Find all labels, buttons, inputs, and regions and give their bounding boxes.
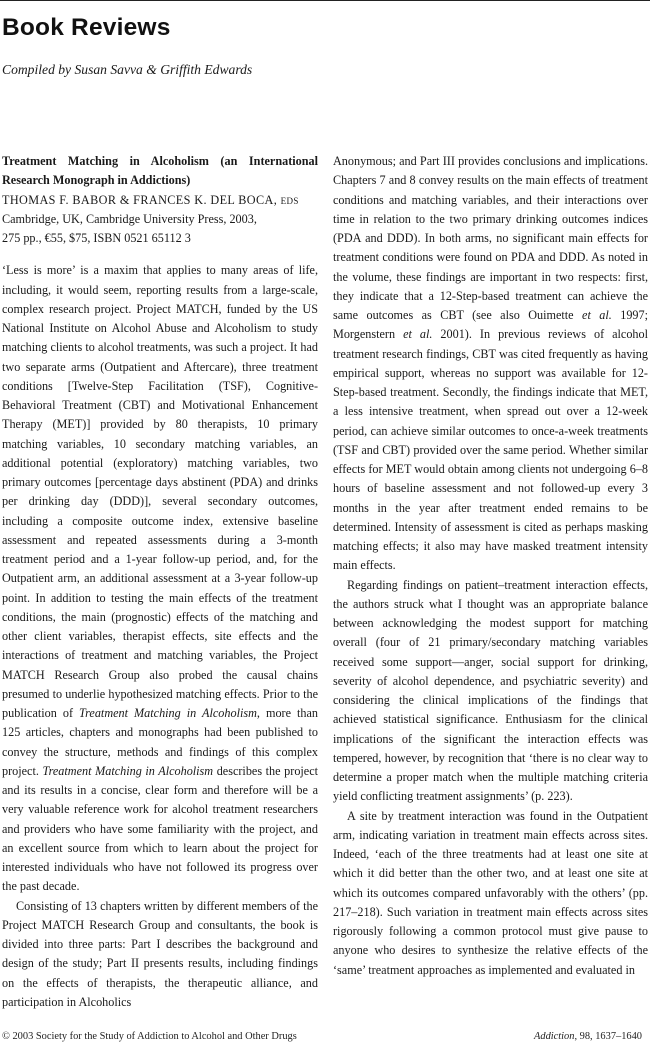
top-rule xyxy=(0,0,650,1)
book-title: Treatment Matching in Alcoholism (an International Research Monograph in Addictions) xyxy=(2,154,318,188)
review-paragraph-2-start: Consisting of 13 chapters written by different members of the Project MATCH Research Group and consultants, the book is divided into three parts: Part I describes the background and design of the study; Part II presents results, including findings on the effects of therapists, the therapeutic alliance, and participation in Alcoholics xyxy=(2,898,318,1009)
p2-text-c: 2001). In previous reviews of alcohol treatment research findings, CBT was cited frequently as having empirical support, whereas no support was available for 12-Step-based treatment. Secondly, the findings indicate that MET, a less intensive treatment, when spread out over a 12-week period, can achieve similar outcomes to once-a-week treatments (TSF and CBT) provided over the same period. Whether similar effects for MET would obtain among clients not undergoing 6–8 hours of baseline assessment and not followed-up every 3 months in the year after treatment ended remains to be determined. Intensity of assessment is cited as perhaps masking matching effects; it also may have masked treatment intensity main effects. xyxy=(333,327,649,573)
p1-text-c: describes the project and its results in a concise, clear form and therefore will be a very valuable reference work for alcohol treatment researchers and providers who have some familiarity with the project, and an excellent source from which to learn about the project for interested individuals who have not followed its progress over the past decade. xyxy=(2,763,319,894)
p1-book-title-italic-2: Treatment Matching in Alcoholism xyxy=(42,763,214,778)
review-paragraph-2-cont xyxy=(333,152,648,576)
review-paragraph-1 xyxy=(2,261,318,896)
p2-text-a: Anonymous; and Part III provides conclusions and implications. Chapters 7 and 8 convey results on the main effects of treatment conditions and matching variables, and their interactions over time in relation to the two primary drinking outcomes indices (PDA and DDD). In both arms, no significant main effects for treatment conditions were found on PDA and DDD. As noted in the volume, these findings are important in two respects: first, they indicate that a 12-Step-based treatment can achieve the same outcomes as CBT (see also Ouimette xyxy=(333,154,648,322)
footer-volume-pages: , 98, 1637–1640 xyxy=(574,1031,642,1042)
p1-text-a: ‘Less is more’ is a maxim that applies to many areas of life, including, it would seem, reporting results from a large-scale, complex research project. Project MATCH, funded by the US National Institute on Alcohol Abuse and Alcoholism to study matching clients to alcohol treatments, was such a project. It had two separate arms (Outpatient and Aftercare), three treatment conditions [Twelve-Step Facilitation (TSF), Cognitive-Behavioral Treatment (CBT) and Motivational Enhancement Therapy (MET)] provided by 80 therapists, 10 primary matching variables, 10 secondary matching variables, an additional potential (exploratory) matching variables, two primary outcomes [percentage days abstinent (PDA) and drinks per drinking day (DDD)], several secondary outcomes, including a composite outcome index, extensive baseline assessment and repeated assessments during a 3-month treatment period and a 1-year follow-up period, and, for the Outpatient arm, an additional assessment at a 3-year follow-up point. In addition to testing the main effects of the treatment conditions, the main (prognostic) effects of the matching and other client variables, therapist effects, site effects and the interactions of treatment and matching variables, the Project MATCH Research Group also probed the causal chains presumed to underlie hypothesized matching effects. Prior to the publication of xyxy=(2,263,318,720)
review-paragraph-3: Regarding findings on patient–treatment interaction effects, the authors struck what I thought was an appropriate balance between acknowledging the modest support for matching overall (four of 21 primary/secondary matching variables received some support—anger, social support for drinking, severity of alcohol dependence, and psychiatric severity) and considering the clinical implications of the findings that achieved statistical significance. Enthusiasm for the clinical implications of the significant the interaction effects was tempered, however, by recognition that ‘there is no clear way to determine a proper match when the multiple matching criteria yield conflicting treatment assignments’ (p. 223). xyxy=(333,577,648,804)
book-publisher: Cambridge, UK, Cambridge University Press, 2003, xyxy=(2,211,257,226)
review-paragraph-4: A site by treatment interaction was found in the Outpatient arm, indicating variation in treatment main effects across sites. Indeed, ‘each of the three treatments had at least one site at which it did better than the other two, and at least one site at which its outcomes compared unfavorably with the others’ (pp. 217–218). Such variation in treatment main effects across sites rigorously following a common protocol must give pause to anyone who desires to synthesize the relative effects of the ‘same’ treatment approaches as implemented and evaluated in xyxy=(333,808,648,977)
left-column xyxy=(2,152,318,1012)
right-column xyxy=(333,152,648,980)
p2-etal-2: et al. xyxy=(403,327,433,342)
footer-citation xyxy=(534,1031,642,1042)
p1-book-title-italic: Treatment Matching in Alcoholism xyxy=(79,706,257,720)
p1-text-b: , more than 125 articles, chapters and monographs had been published to convey the structure, methods and findings of this complex project. xyxy=(2,706,319,778)
p2-etal-1: et al. xyxy=(582,308,612,322)
p2-text-b: 1997; Morgenstern xyxy=(333,308,648,342)
page-footer xyxy=(2,1031,642,1042)
book-details: 275 pp., €55, $75, ISBN 0521 65112 3 xyxy=(2,231,191,245)
footer-copyright: © 2003 Society for the Study of Addiction to Alcohol and Other Drugs xyxy=(2,1031,297,1042)
book-editors: THOMAS F. BABOR & FRANCES K. DEL BOCA, eds xyxy=(2,192,299,207)
footer-journal-name: Addiction xyxy=(534,1031,575,1042)
compiled-by: Compiled by Susan Savva & Griffith Edwards xyxy=(2,62,253,77)
section-title: Book Reviews xyxy=(2,14,171,41)
